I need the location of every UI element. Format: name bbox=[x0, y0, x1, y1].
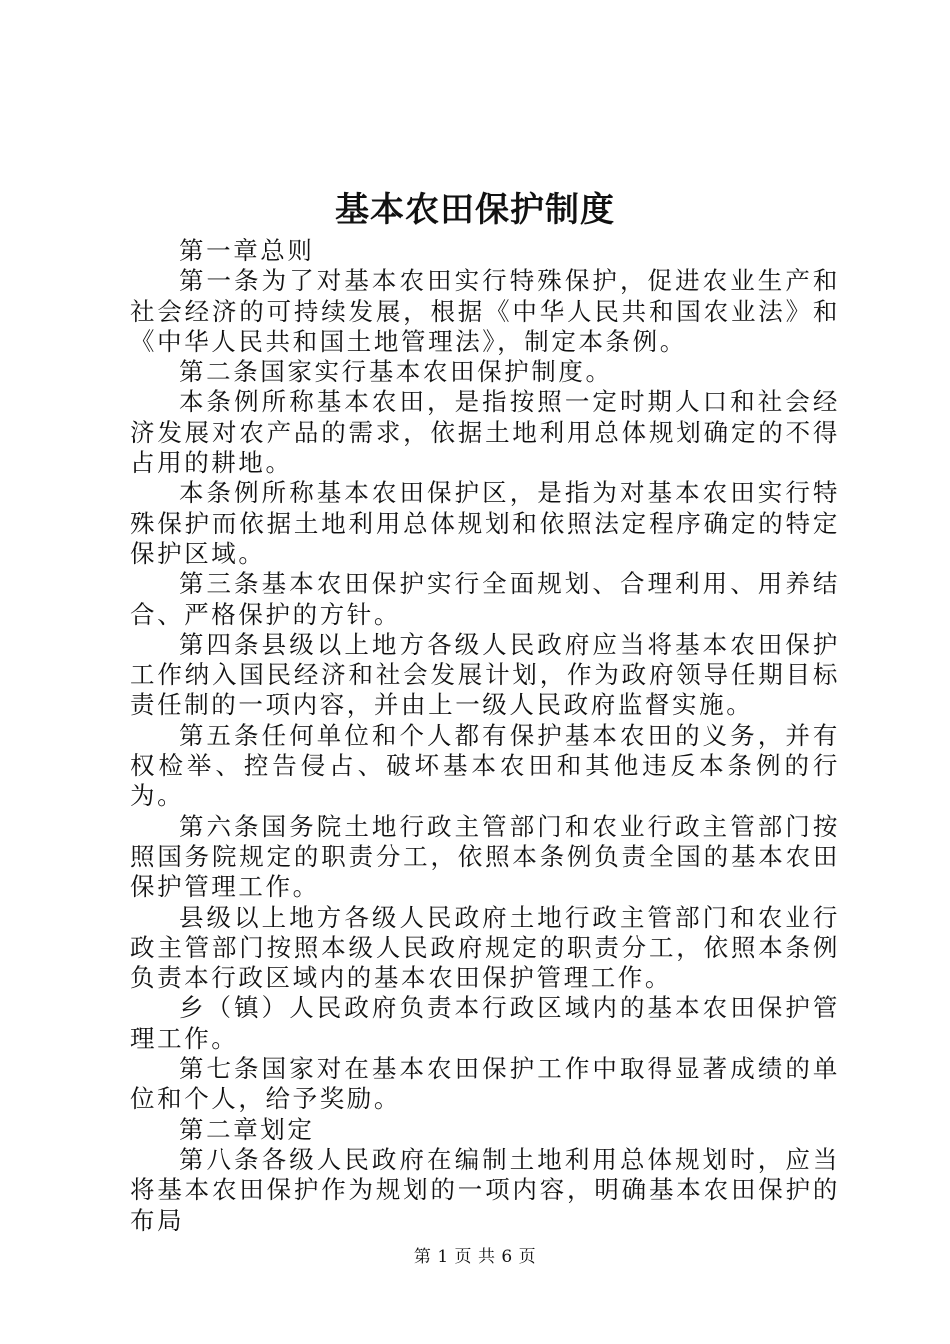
page-number-footer: 第 1 页 共 6 页 bbox=[413, 1247, 537, 1267]
paragraph: 第五条任何单位和个人都有保护基本农田的义务，并有权检举、控告侵占、破坏基本农田和其他违反本条例的行为。 bbox=[130, 720, 840, 811]
paragraph: 本条例所称基本农田，是指按照一定时期人口和社会经济发展对农产品的需求，依据土地利用总体规划确定的不得占用的耕地。 bbox=[130, 387, 840, 478]
paragraph: 第四条县级以上地方各级人民政府应当将基本农田保护工作纳入国民经济和社会发展计划，作为政府领导任期目标责任制的一项内容，并由上一级人民政府监督实施。 bbox=[130, 629, 840, 720]
paragraph: 第二条国家实行基本农田保护制度。 bbox=[179, 357, 613, 387]
paragraph: 第七条国家对在基本农田保护工作中取得显著成绩的单位和个人，给予奖励。 bbox=[130, 1054, 840, 1114]
paragraph: 乡（镇）人民政府负责本行政区域内的基本农田保护管理工作。 bbox=[130, 993, 840, 1053]
document-body bbox=[130, 236, 840, 1236]
paragraph: 县级以上地方各级人民政府土地行政主管部门和农业行政主管部门按照本级人民政府规定的职责分工，依照本条例负责本行政区域内的基本农田保护管理工作。 bbox=[130, 902, 840, 993]
paragraph: 第三条基本农田保护实行全面规划、合理利用、用养结合、严格保护的方针。 bbox=[130, 569, 840, 629]
chapter-heading: 第一章总则 bbox=[179, 236, 315, 265]
paragraph: 第六条国务院土地行政主管部门和农业行政主管部门按照国务院规定的职责分工，依照本条例负责全国的基本农田保护管理工作。 bbox=[130, 811, 840, 902]
paragraph: 本条例所称基本农田保护区，是指为对基本农田实行特殊保护而依据土地利用总体规划和依照法定程序确定的特定保护区域。 bbox=[130, 478, 840, 568]
paragraph: 第一条为了对基本农田实行特殊保护，促进农业生产和社会经济的可持续发展，根据《中华人民共和国农业法》和《中华人民共和国土地管理法》，制定本条例。 bbox=[130, 266, 840, 356]
chapter-heading: 第二章划定 bbox=[179, 1114, 315, 1144]
paragraph: 第八条各级人民政府在编制土地利用总体规划时，应当将基本农田保护作为规划的一项内容，明确基本农田保护的布局 bbox=[130, 1144, 840, 1235]
document-title: 基本农田保护制度 bbox=[335, 190, 615, 230]
